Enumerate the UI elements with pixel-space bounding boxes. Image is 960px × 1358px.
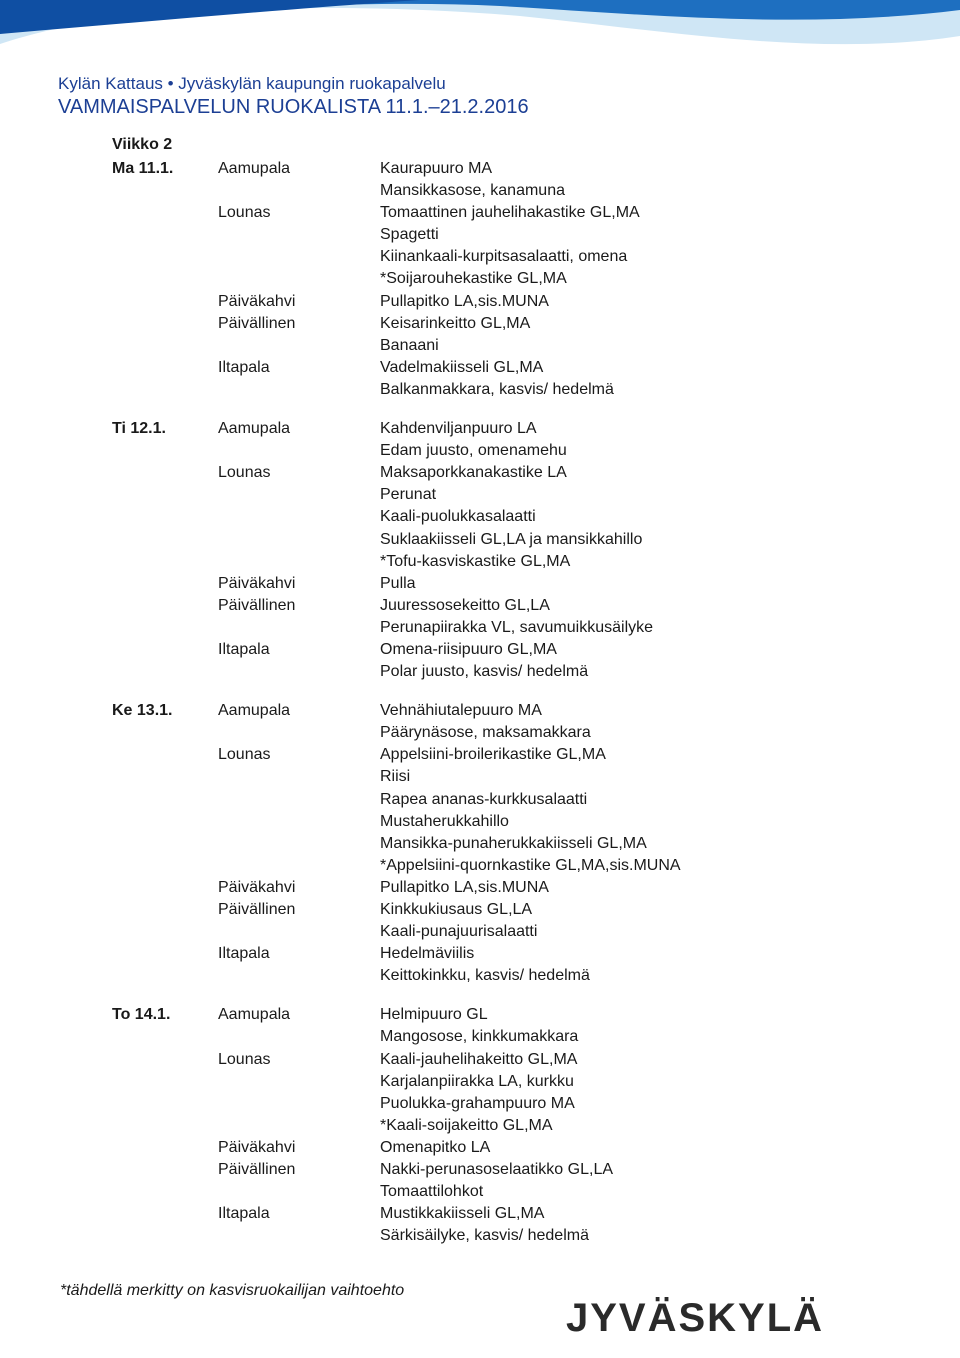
meal-label: Iltapala	[218, 945, 270, 963]
menu-row	[112, 1137, 872, 1159]
menu-row	[112, 1159, 872, 1181]
meal-label: Aamupala	[218, 160, 291, 177]
menu-row	[112, 1203, 872, 1225]
day-block	[112, 700, 872, 987]
food-item: Spagetti	[380, 226, 439, 244]
food-item: Särkisäilyke, kasvis/ hedelmä	[380, 1227, 589, 1245]
logo-wordmark: JYVÄSKYLÄ	[566, 1296, 825, 1340]
food-item: Mustaherukkahillo	[380, 812, 509, 830]
menu-row	[112, 291, 872, 313]
food-item: Omenapitko LA	[380, 1138, 491, 1156]
food-item: Pulla	[380, 574, 416, 592]
food-item: *Kaali-soijakeitto GL,MA	[380, 1116, 553, 1134]
food-item: Kaali-punajuurisalaatti	[380, 923, 538, 941]
meal-label: Iltapala	[218, 1205, 270, 1223]
decorative-wave-graphic	[0, 0, 960, 72]
menu-row	[112, 744, 872, 766]
food-item: Suklaakiisseli GL,LA ja mansikkahillo	[380, 530, 643, 548]
day-block	[112, 158, 872, 401]
menu-row	[112, 1026, 872, 1048]
food-item: Tomaattinen jauhelihakastike GL,MA	[380, 204, 640, 222]
food-item: Edam juusto, omenamehu	[380, 442, 567, 460]
day-block	[112, 1004, 872, 1247]
menu-row	[112, 1004, 872, 1026]
meal-label: Päiväkahvi	[218, 878, 296, 896]
food-item: Polar juusto, kasvis/ hedelmä	[380, 663, 589, 681]
food-item: Tomaattilohkot	[380, 1183, 484, 1201]
meal-label: Lounas	[218, 204, 271, 222]
menu-row	[112, 595, 872, 617]
day-label: Ma 11.1.	[112, 160, 174, 177]
menu-row	[112, 551, 872, 573]
food-item: Appelsiini-broilerikastike GL,MA	[380, 746, 606, 764]
menu-row	[112, 158, 872, 180]
food-item: Hedelmäviilis	[380, 945, 475, 963]
day-label: Ti 12.1.	[112, 420, 166, 438]
meal-label: Aamupala	[218, 420, 291, 438]
food-item: Kiinankaali-kurpitsasalaatti, omena	[380, 248, 628, 266]
meal-label: Lounas	[218, 464, 271, 482]
meal-label: Päiväkahvi	[218, 574, 296, 592]
menu-row	[112, 573, 872, 595]
food-item: Puolukka-grahampuuro MA	[380, 1094, 575, 1112]
meal-label: Iltapala	[218, 640, 270, 658]
food-item: *Tofu-kasviskastike GL,MA	[380, 552, 571, 570]
food-item: Maksaporkkanakastike LA	[380, 464, 567, 482]
menu-row	[112, 335, 872, 357]
food-item: Mustikkakiisseli GL,MA	[380, 1205, 545, 1223]
menu-row	[112, 529, 872, 551]
food-item: *Soijarouhekastike GL,MA	[380, 270, 567, 288]
food-item: Pullapitko LA,sis.MUNA	[380, 292, 549, 310]
menu-row	[112, 246, 872, 268]
menu-row	[112, 789, 872, 811]
meal-label: Päiväkahvi	[218, 292, 296, 310]
menu-row	[112, 484, 872, 506]
menu-row	[112, 1071, 872, 1093]
menu-row	[112, 921, 872, 943]
meal-label: Lounas	[218, 1050, 271, 1068]
vegetarian-footnote: *tähdellä merkitty on kasvisruokailijan vaihtoehto	[60, 1282, 405, 1299]
menu-row	[112, 313, 872, 335]
menu-row	[112, 877, 872, 899]
menu-row	[112, 462, 872, 484]
menu-row	[112, 617, 872, 639]
meal-label: Päivällinen	[218, 1161, 296, 1179]
menu-row	[112, 855, 872, 877]
organization-line: Kylän Kattaus • Jyväskylän kaupungin ruokapalvelu	[58, 74, 446, 93]
menu-row	[112, 1225, 872, 1247]
menu-row	[112, 943, 872, 965]
food-item: Riisi	[380, 768, 411, 786]
menu-row	[112, 357, 872, 379]
food-item: Keittokinkku, kasvis/ hedelmä	[380, 967, 590, 985]
food-item: Mansikkasose, kanamuna	[380, 182, 565, 200]
food-item: Karjalanpiirakka LA, kurkku	[380, 1072, 574, 1090]
menu-row	[112, 1181, 872, 1203]
menu-row	[112, 661, 872, 683]
food-item: Kaurapuuro MA	[380, 160, 493, 177]
menu-row	[112, 1115, 872, 1137]
meal-label: Päiväkahvi	[218, 1138, 296, 1156]
daily-menu-list	[112, 158, 872, 1264]
meal-label: Päivällinen	[218, 901, 296, 918]
menu-row	[112, 722, 872, 744]
food-item: Perunat	[380, 486, 437, 504]
menu-row	[112, 1049, 872, 1071]
food-item: Kahdenviljanpuuro LA	[380, 420, 537, 438]
document-header	[58, 74, 529, 119]
meal-label: Aamupala	[218, 1006, 291, 1024]
food-item: *Appelsiini-quornkastike GL,MA,sis.MUNA	[380, 856, 681, 874]
day-label: Ke 13.1.	[112, 702, 173, 720]
week-label: Viikko 2	[112, 136, 173, 153]
food-item: Mangosose, kinkkumakkara	[380, 1028, 579, 1046]
menu-row	[112, 180, 872, 202]
menu-row	[112, 379, 872, 401]
menu-row	[112, 899, 872, 921]
menu-row	[112, 202, 872, 224]
menu-row	[112, 639, 872, 661]
menu-row	[112, 418, 872, 440]
food-item: Perunapiirakka VL, savumuikkusäilyke	[380, 618, 654, 636]
day-label: To 14.1.	[112, 1006, 171, 1024]
food-item: Mansikka-punaherukkakiisseli GL,MA	[380, 834, 647, 852]
food-item: Nakki-perunasoselaatikko GL,LA	[380, 1161, 614, 1179]
meal-label: Päivällinen	[218, 314, 296, 332]
food-item: Vehnähiutalepuuro MA	[380, 702, 542, 720]
food-item: Balkanmakkara, kasvis/ hedelmä	[380, 380, 614, 398]
food-item: Juuressosekeitto GL,LA	[380, 596, 550, 614]
menu-row	[112, 224, 872, 246]
menu-row	[112, 268, 872, 290]
food-item: Kinkkukiusaus GL,LA	[380, 901, 533, 918]
day-block	[112, 418, 872, 683]
food-item: Omena-riisipuuro GL,MA	[380, 640, 557, 658]
menu-row	[112, 766, 872, 788]
meal-label: Iltapala	[218, 358, 270, 376]
meal-label: Aamupala	[218, 702, 291, 720]
menu-row	[112, 965, 872, 987]
food-item: Kaali-jauhelihakeitto GL,MA	[380, 1050, 578, 1068]
meal-label: Päivällinen	[218, 596, 296, 614]
food-item: Pullapitko LA,sis.MUNA	[380, 878, 549, 896]
food-item: Rapea ananas-kurkkusalaatti	[380, 790, 588, 808]
menu-row	[112, 700, 872, 722]
food-item: Päärynäsose, maksamakkara	[380, 724, 591, 742]
menu-row	[112, 440, 872, 462]
menu-row	[112, 811, 872, 833]
food-item: Helmipuuro GL	[380, 1006, 488, 1024]
food-item: Vadelmakiisseli GL,MA	[380, 358, 544, 376]
menu-row	[112, 1093, 872, 1115]
jyvaskyla-logo	[566, 1296, 824, 1340]
menu-title: VAMMAISPALVELUN RUOKALISTA 11.1.–21.2.2016	[58, 96, 529, 118]
food-item: Kaali-puolukkasalaatti	[380, 508, 536, 526]
food-item: Banaani	[380, 336, 439, 354]
menu-row	[112, 506, 872, 528]
menu-row	[112, 833, 872, 855]
food-item: Keisarinkeitto GL,MA	[380, 314, 531, 332]
meal-label: Lounas	[218, 746, 271, 764]
